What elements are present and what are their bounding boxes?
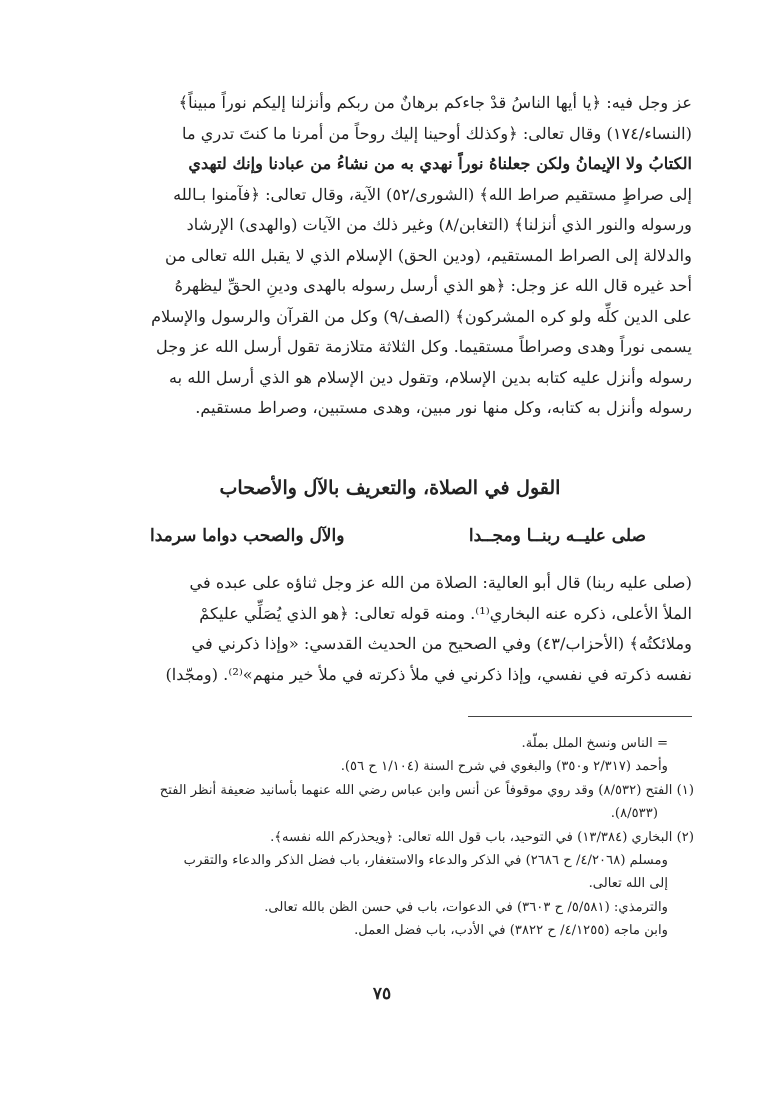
verse-second-hemistich: والآل والصحب دواما سرمدا — [150, 526, 345, 546]
text-line: نفسه ذكرته في نفسي، وإذا ذكرني في ملأ ذكرته في ملأ خير منهم»⁽²⁾. (ومجّدا) — [165, 664, 692, 684]
page-number: ٧٥ — [372, 984, 392, 1004]
text-line: رسوله وأنزل عليه كتابه بدين الإسلام، وتقول دين الإسلام هو الذي أرسل الله به — [168, 367, 692, 387]
footnote-line: (٨/٥٣٣). — [610, 806, 658, 822]
footnote-line: إلى الله تعالى. — [588, 876, 668, 892]
verse-first-hemistich: صلى عليــه ربنــا ومجــدا — [468, 526, 646, 546]
main-paragraph — [88, 88, 692, 424]
section-heading: القول في الصلاة، والتعريف بالآل والأصحاب — [219, 477, 561, 499]
text-line: وملائكتُه﴾ (الأحزاب/٤٣) وفي الصحيح من الحديث القدسي: «وإذا ذكرني في — [191, 634, 692, 653]
text-line: رسوله وأنزل به كتابه، وكل منها نور مبين، وهدى مستبين، وصراط مستقيم. — [195, 398, 692, 417]
footnotes — [82, 732, 694, 943]
footnote-line: وابن ماجه (٤/١٢٥٥/ ح ٣٨٢٢) في الأدب، باب فضل العمل. — [354, 923, 668, 939]
text-line: (النساء/١٧٤) وقال تعالى: ﴿وكذلك أوحينا إليك روحاً من أمرنا ما كنتَ تدري ما — [182, 123, 692, 143]
text-line: إلى صراطٍ مستقيم صراط الله﴾ (الشورى/٥٢) الآية، وقال تعالى: ﴿فآمنوا بـالله — [173, 184, 692, 204]
text-line: يسمى نوراً وهدى وصراطاً مستقيما. وكل الثلاثة متلازمة تقول أرسل الله عز وجل — [156, 337, 692, 356]
footnote-line: والترمذي: (٥/٥٨١/ ح ٣٦٠٣) في الدعوات، باب في حسن الظن بالله تعالى. — [264, 899, 668, 915]
text-line: والدلالة إلى الصراط المستقيم، (ودين الحق) الإسلام الذي لا يقبل الله تعالى من — [165, 245, 692, 265]
text-line: (صلى عليه ربنا) قال أبو العالية: الصلاة من الله عز وجل ثناؤه على عبده في — [189, 573, 692, 592]
footnote-line: (١) الفتح (٨/٥٣٢) وقد روي موقوفاً عن أنس وابن عباس رضي الله عنهما بأسانيد ضعيفة أنظر الفتح — [159, 782, 694, 798]
footnote-line: ومسلم (٤/٢٠٦٨/ ح ٢٦٨٦) في الذكر والدعاء والاستغفار، باب فضل الذكر والدعاء والتقرب — [183, 853, 668, 869]
text-line: الملأ الأعلى، ذكره عنه البخاري⁽¹⁾. ومنه قوله تعالى: ﴿هو الذي يُصَلِّي عليكمْ — [199, 603, 692, 623]
footnote-line: وأحمد (٢/٣١٧ و٣٥٠) والبغوي في شرح السنة (١/١٠٤ ح ٥٦). — [340, 759, 668, 775]
footnote-line: (٢) البخاري (١٣/٣٨٤) في التوحيد، باب قول الله تعالى: ﴿ويحذركم الله نفسه﴾. — [270, 829, 694, 845]
footnote-line: = الناس ونسخ الملل بملّة. — [521, 736, 668, 751]
text-line: أحد غيره قال الله عز وجل: ﴿هو الذي أرسل رسوله بالهدى ودينِ الحقِّ ليظهرهُ — [174, 276, 692, 295]
commentary-paragraph — [88, 568, 692, 690]
text-line: ورسوله والنور الذي أنزلنا﴾ (التغابن/٨) وغير ذلك من الآيات (والهدى) الإرشاد — [186, 215, 692, 234]
text-line: عز وجل فيه: ﴿يا أيها الناسُ قدْ جاءكم برهانٌ من ربكم وأنزلنا إليكم نوراً مبيناً﴾ — [178, 93, 692, 112]
footnote-separator — [468, 716, 692, 717]
text-line: الكتابُ ولا الإيمانُ ولكن جعلناهُ نوراً نهدي به من نشاءُ من عبادنا وإنك لتهدي — [188, 154, 692, 173]
text-line: على الدين كلِّه ولو كره المشركون﴾ (الصف/٩) وكل من القرآن والرسول والإسلام — [151, 306, 692, 326]
